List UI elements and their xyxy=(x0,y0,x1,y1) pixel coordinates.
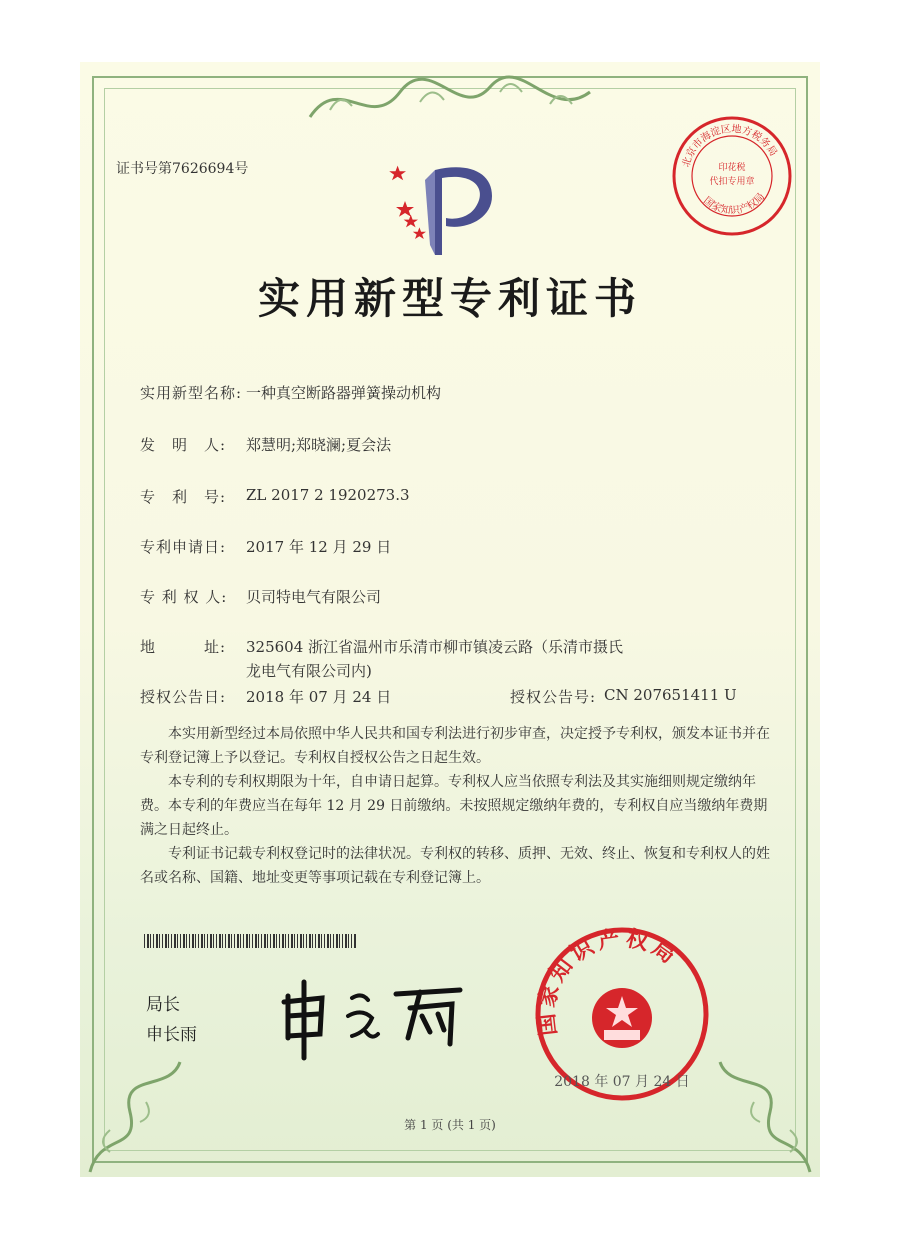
patent-number-label: 专 利 号: xyxy=(140,488,227,506)
seal-date: 2018 年 07 月 24 日 xyxy=(554,1074,690,1090)
official-seal xyxy=(532,924,712,1104)
utility-model-name-value: 一种真空断路器弹簧操动机构 xyxy=(246,384,442,402)
tax-agent-stamp xyxy=(668,112,796,240)
patent-office-logo xyxy=(380,150,500,260)
certificate-title: 实用新型专利证书 xyxy=(257,274,642,323)
body-paragraph-1: 本实用新型经过本局依照中华人民共和国专利法进行初步审查，决定授予专利权，颁发本证书并在专利登记簿上予以登记。专利权自授权公告之日起生效。 xyxy=(140,726,770,766)
signature-block xyxy=(146,990,197,1050)
address-line-2: 龙电气有限公司内) xyxy=(246,662,372,680)
patentee-label: 专 利 权 人: xyxy=(140,588,228,606)
patentee-value: 贝司特电气有限公司 xyxy=(246,588,382,606)
top-vine-ornament xyxy=(300,62,600,142)
seal-arc-text: 国家知识产权局 xyxy=(534,926,683,1037)
filing-date-label: 专利申请日: xyxy=(140,538,227,556)
filing-date-value: 2017 年 12 月 29 日 xyxy=(246,538,392,556)
grant-number-label: 授权公告号: xyxy=(510,688,597,706)
bottom-left-vine-ornament xyxy=(80,1052,200,1177)
page-footer: 第 1 页 (共 1 页) xyxy=(404,1118,496,1132)
stamp-bottom-text: 国家知识产权局 xyxy=(701,191,768,217)
address-label: 地 址: xyxy=(140,638,227,656)
patent-number-value: ZL 2017 2 1920273.3 xyxy=(246,486,410,504)
director-role: 局长 xyxy=(146,995,180,1015)
address-line-1: 325604 浙江省温州市乐清市柳市镇凌云路（乐清市摄氏 xyxy=(246,638,624,656)
bottom-right-vine-ornament xyxy=(700,1052,820,1177)
grant-number-value: CN 207651411 U xyxy=(604,686,737,704)
body-paragraph-2: 本专利的专利权期限为十年，自申请日起算。专利权人应当依照专利法及其实施细则规定缴纳年费。本专利的年费应当在每年 12 月 29 日前缴纳。未按照规定缴纳年费的，专利权自应当缴纳年费期满之日起终止。 xyxy=(140,774,768,838)
body-paragraph-3: 专利证书记载专利权登记时的法律状况。专利权的转移、质押、无效、终止、恢复和专利权人的姓名或名称、国籍、地址变更等事项记载在专利登记簿上。 xyxy=(140,846,770,886)
director-name: 申长雨 xyxy=(146,1025,197,1045)
grant-date-value: 2018 年 07 月 24 日 xyxy=(246,688,392,706)
certificate-number: 证书号第7626694号 xyxy=(116,161,249,177)
stamp-ring-text: 北京市海淀区地方税务局 xyxy=(680,123,779,169)
barcode xyxy=(144,934,356,948)
svg-text:国家知识产权局 xyxy=(701,191,767,217)
inventor-label: 发 明 人: xyxy=(140,436,227,454)
stamp-center-bottom: 代扣专用章 xyxy=(709,177,755,187)
handwritten-signature xyxy=(270,972,470,1062)
utility-model-name-label: 实用新型名称: xyxy=(140,384,243,402)
inventor-value: 郑慧明;郑晓澜;夏会法 xyxy=(246,436,392,454)
grant-date-label: 授权公告日: xyxy=(140,688,227,706)
stamp-center-top: 印花税 xyxy=(718,163,746,173)
